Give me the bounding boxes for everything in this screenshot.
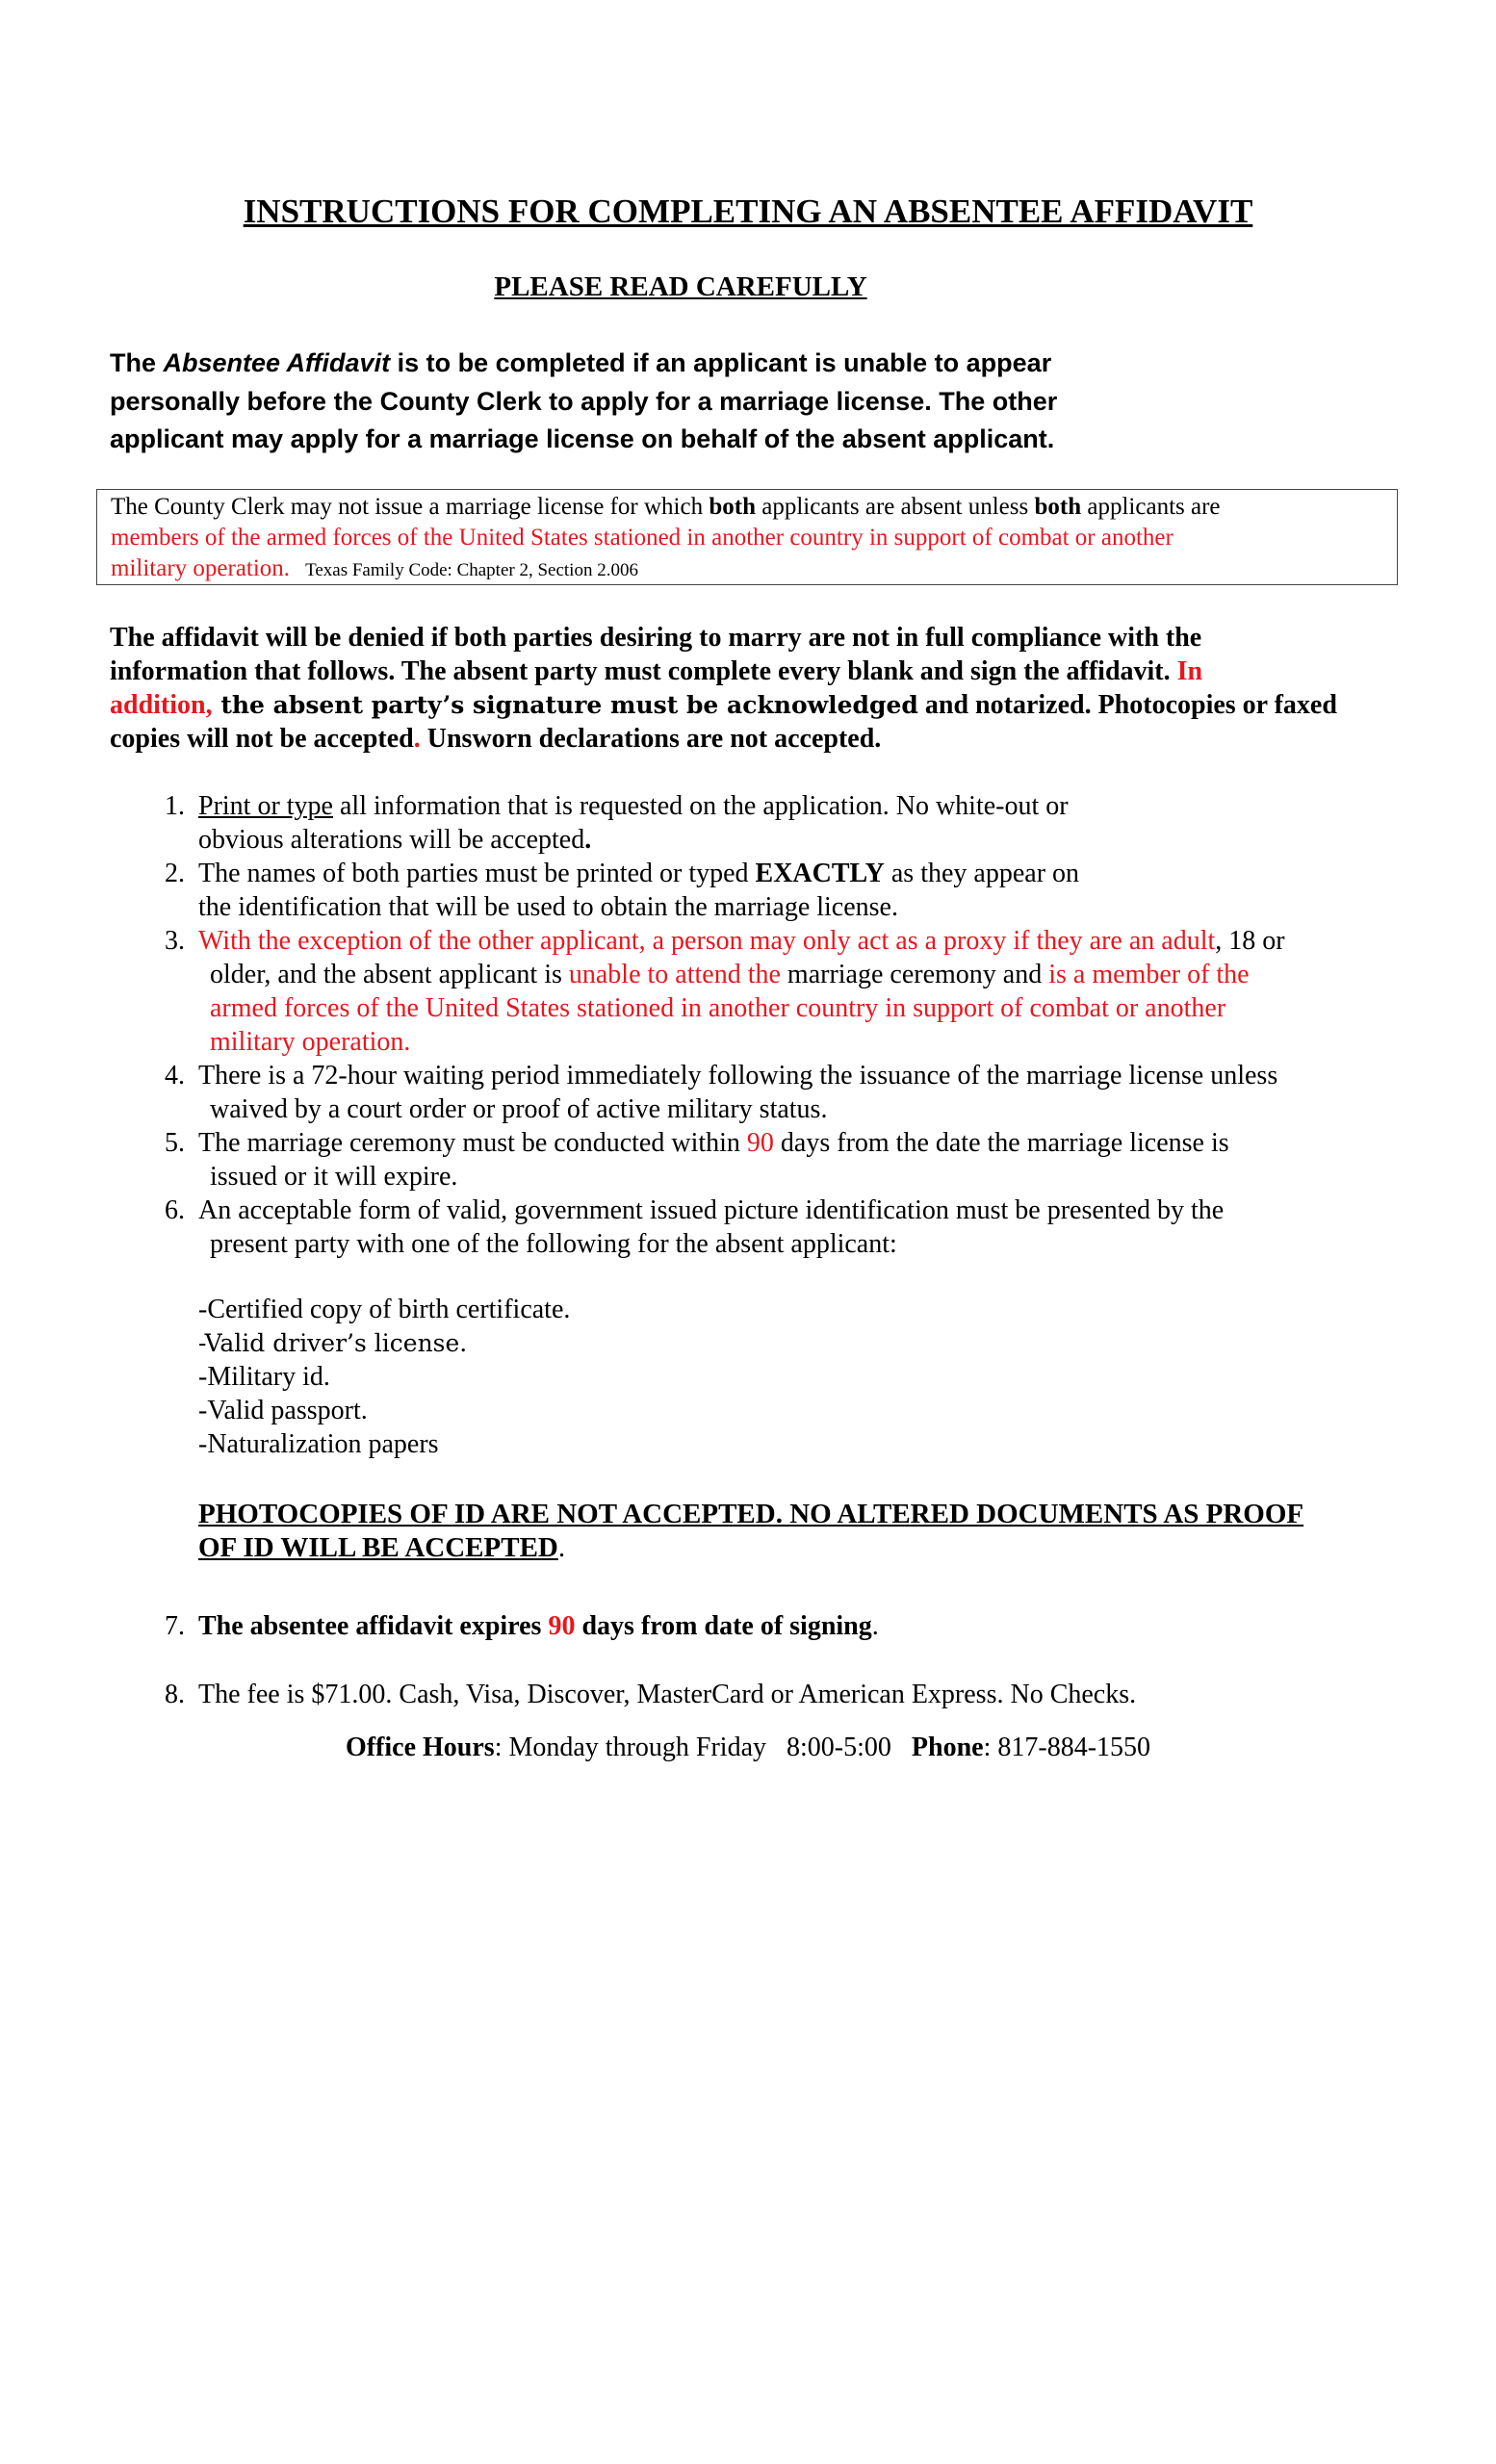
- notice-text: applicants are absent unless: [756, 494, 1035, 520]
- denial-text: . The absent party must complete every blank and sign the affidavit.: [388, 656, 1177, 686]
- warning-dot: .: [557, 1532, 566, 1563]
- denial-text: and notarized. Photocopies or faxed: [917, 690, 1337, 720]
- notice-line-3: [111, 553, 1385, 586]
- phone-value: : 817-884-1550: [983, 1732, 1151, 1762]
- list-item-line: [198, 1126, 1411, 1160]
- intro-line-3: applicant may apply for a marriage license on behalf of the absent applicant.: [110, 424, 1055, 453]
- denial-line-1: The affidavit will be denied if both parties desiring to marry are not in full compliance with the: [110, 623, 1202, 653]
- list-red-text: With the exception of the other applicant, a person may only act as a proxy if they are an adult: [198, 926, 1216, 956]
- id-option: -Certified copy of birth certificate.: [198, 1295, 571, 1324]
- denial-red-text: addition,: [110, 690, 213, 720]
- notice-text: The County Clerk may not issue a marriage license for which: [111, 494, 709, 520]
- denial-text: information that follows: [110, 656, 389, 686]
- list-item-text: [198, 1126, 1411, 1194]
- list-item-line: [198, 958, 1411, 991]
- underlined-text: Print or type: [198, 791, 333, 821]
- list-item-line: [198, 924, 1411, 958]
- list-item-line: military operation.: [210, 1027, 411, 1057]
- list-red-text: 90: [548, 1611, 576, 1641]
- notice-citation: Texas Family Code: Chapter 2, Section 2.006: [305, 560, 638, 580]
- list-item-text: [198, 924, 1411, 1059]
- list-item-line: [198, 857, 1411, 890]
- list-item-text: [198, 1059, 1411, 1126]
- list-text: marriage ceremony and: [780, 960, 1049, 989]
- list-item-line: [198, 789, 1411, 823]
- office-hours-label: Office Hours: [345, 1732, 495, 1762]
- list-text: older, and the absent applicant is: [210, 960, 569, 989]
- list-number: 3.: [165, 926, 185, 956]
- id-option: -Valid driver’s license.: [198, 1329, 468, 1357]
- denial-text: the absent party’s signature must be acknowledged: [212, 691, 918, 719]
- notice-bold: both: [709, 494, 756, 520]
- list-text: The marriage ceremony must be conducted within: [198, 1128, 747, 1158]
- warning-line-1: PHOTOCOPIES OF ID ARE NOT ACCEPTED. NO ALTERED DOCUMENTS AS PROOF: [198, 1499, 1304, 1529]
- id-option: -Valid passport.: [198, 1396, 368, 1425]
- office-hours-line: [0, 1732, 1496, 1763]
- denial-red-text: In: [1176, 656, 1203, 686]
- list-item-text: [198, 1194, 1411, 1261]
- notice-line-1: [111, 492, 1385, 523]
- list-item-line: issued or it will expire.: [210, 1162, 458, 1192]
- denial-text: Unsworn declarations are not accepted.: [420, 724, 882, 754]
- denial-text: copies will not be accepted: [110, 724, 414, 754]
- list-text: , 18 or: [1215, 926, 1285, 956]
- notice-bold: both: [1034, 494, 1082, 520]
- list-item-line: The fee is $71.00. Cash, Visa, Discover, MasterCard or American Express. No Checks.: [198, 1680, 1137, 1709]
- id-warning: [198, 1498, 1411, 1565]
- list-number: 5.: [165, 1128, 185, 1158]
- intro-line1-rest: is to be completed if an applicant is unable to appear: [390, 348, 1052, 377]
- list-number: 4.: [165, 1061, 185, 1091]
- list-bold: The absentee affidavit expires: [198, 1611, 549, 1641]
- office-hours-value: : Monday through Friday 8:00-5:00: [494, 1732, 912, 1762]
- id-options-list: [198, 1293, 570, 1461]
- intro-line-1: [110, 345, 1400, 383]
- denial-line-4: [110, 722, 1400, 756]
- list-red-text: unable to attend the: [568, 960, 781, 989]
- list-number: 2.: [165, 859, 185, 888]
- intro-pre: The: [110, 348, 164, 377]
- list-item-text: [198, 1678, 1411, 1711]
- denial-line-2: [110, 654, 1400, 688]
- intro-emphasis: Absentee Affidavit: [163, 348, 391, 377]
- list-bold: EXACTLY: [755, 859, 885, 888]
- list-item-line: waived by a court order or proof of active military status.: [210, 1094, 828, 1124]
- list-number: 1.: [165, 791, 185, 821]
- list-item-line: the identification that will be used to obtain the marriage license.: [198, 892, 898, 922]
- list-item-text: [198, 857, 1411, 924]
- list-bold: days from date of signing: [575, 1611, 872, 1641]
- warning-underlined: OF ID WILL BE ACCEPTED: [198, 1532, 558, 1563]
- page-subtitle: PLEASE READ CAREFULLY: [494, 271, 867, 302]
- list-item-line: present party with one of the following for the absent applicant:: [210, 1229, 897, 1259]
- denial-red-text: .: [413, 724, 421, 754]
- list-text: .: [871, 1611, 879, 1641]
- list-number: 8.: [165, 1680, 185, 1709]
- id-option: -Naturalization papers: [198, 1429, 439, 1459]
- list-red-text: 90: [746, 1128, 774, 1158]
- list-red-text: is a member of the: [1048, 960, 1250, 989]
- page-title: INSTRUCTIONS FOR COMPLETING AN ABSENTEE AFFIDAVIT: [243, 192, 1253, 230]
- notice-box: [96, 489, 1398, 585]
- phone-label: Phone: [911, 1732, 984, 1762]
- notice-red-text: military operation.: [111, 555, 291, 581]
- list-item-text: [198, 789, 1411, 857]
- list-item-text: [198, 1609, 1411, 1643]
- intro-line-2: personally before the County Clerk to apply for a marriage license. The other: [110, 386, 1058, 416]
- list-text: The names of both parties must be printed or typed: [198, 859, 756, 888]
- id-option: -Military id.: [198, 1362, 330, 1392]
- list-item-line: An acceptable form of valid, government issued picture identification must be presented by the: [198, 1195, 1225, 1225]
- list-text: as they appear on: [884, 859, 1080, 888]
- denial-line-3: [110, 688, 1400, 722]
- denial-paragraph: [110, 621, 1400, 756]
- list-number: 7.: [165, 1611, 185, 1641]
- intro-paragraph: [110, 345, 1400, 459]
- list-item-line: There is a 72-hour waiting period immediately following the issuance of the marriage license unless: [198, 1061, 1278, 1091]
- warning-line-2: [198, 1531, 1411, 1565]
- notice-text: applicants are: [1081, 494, 1221, 520]
- list-item-line: [198, 823, 1411, 857]
- list-text: days from the date the marriage license is: [773, 1128, 1229, 1158]
- list-number: 6.: [165, 1195, 185, 1225]
- list-text: .: [584, 825, 592, 855]
- list-item-line: armed forces of the United States stationed in another country in support of combat or another: [210, 993, 1226, 1023]
- notice-line-2: members of the armed forces of the United States stationed in another country in support of combat or another: [111, 525, 1174, 551]
- list-text: obvious alterations will be accepted: [198, 825, 585, 855]
- list-text: all information that is requested on the application. No white-out or: [333, 791, 1069, 821]
- list-item-line: [198, 1609, 1411, 1643]
